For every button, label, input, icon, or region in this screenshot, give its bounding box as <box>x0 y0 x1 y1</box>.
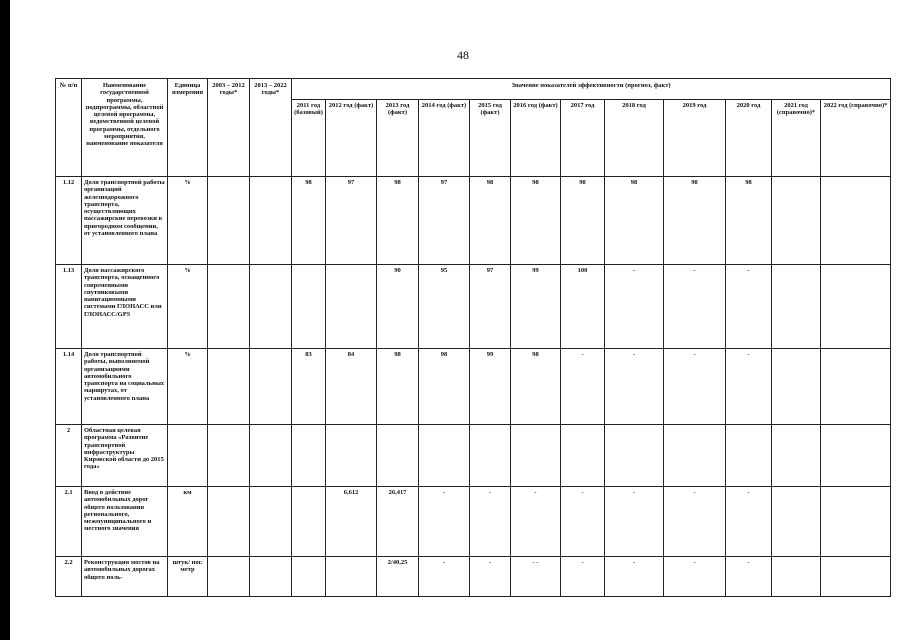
value-cell: 98 <box>664 177 726 265</box>
year-header: 2022 год (справочно)* <box>821 100 891 177</box>
year-header: 2019 год <box>664 100 726 177</box>
value-cell <box>821 177 891 265</box>
value-cell <box>772 177 821 265</box>
year-header: 2011 год (базовый) <box>292 100 326 177</box>
row-2013-2022-cell <box>250 557 292 597</box>
value-cell <box>419 425 470 487</box>
value-cell: - <box>419 557 470 597</box>
year-header: 2018 год <box>605 100 664 177</box>
value-cell <box>377 425 419 487</box>
value-cell <box>821 265 891 349</box>
row-name-cell: Доля транспортной работы, выполняемой организациями автомобильного транспорта на социальных маршрутах, от установленного плана <box>82 349 168 425</box>
year-header: 2020 год <box>726 100 772 177</box>
value-cell <box>326 425 377 487</box>
value-cell: 26,417 <box>377 487 419 557</box>
value-cell: 100 <box>561 265 605 349</box>
col-2013-2022-header: 2013 – 2022 годы* <box>250 79 292 177</box>
row-2003-2012-cell <box>208 349 250 425</box>
value-cell <box>821 349 891 425</box>
value-cell: 99 <box>511 265 561 349</box>
row-number-cell: 2.2 <box>56 557 82 597</box>
value-cell: 98 <box>292 177 326 265</box>
year-header: 2012 год (факт) <box>326 100 377 177</box>
value-cell: - - <box>511 557 561 597</box>
value-cell: 84 <box>326 349 377 425</box>
value-cell <box>772 557 821 597</box>
value-cell: - <box>511 487 561 557</box>
col-name-header: Наименование государственной программы, подпрограммы, областной целевой программы, ведомственной целевой программы, отдельного мероприятия, наименование показателя <box>82 79 168 177</box>
indicators-table <box>55 78 891 597</box>
value-cell: 98 <box>377 177 419 265</box>
year-header: 2013 год (факт) <box>377 100 419 177</box>
value-cell: 6,612 <box>326 487 377 557</box>
value-cell: - <box>664 557 726 597</box>
row-2013-2022-cell <box>250 349 292 425</box>
value-cell <box>470 425 511 487</box>
value-cell: - <box>605 557 664 597</box>
value-cell <box>772 425 821 487</box>
row-2013-2022-cell <box>250 425 292 487</box>
value-cell: - <box>605 487 664 557</box>
row-name-cell: Областная целевая программа «Развитие транспортной инфраструктуры Кировской области до 2015 года» <box>82 425 168 487</box>
value-cell <box>292 425 326 487</box>
year-header: 2017 год <box>561 100 605 177</box>
value-cell <box>821 557 891 597</box>
value-cell: 83 <box>292 349 326 425</box>
value-cell: - <box>664 265 726 349</box>
group-header: Значение показателей эффективности (прогноз, факт) <box>292 79 891 100</box>
value-cell: - <box>726 487 772 557</box>
value-cell <box>326 557 377 597</box>
row-2013-2022-cell <box>250 265 292 349</box>
value-cell <box>726 425 772 487</box>
value-cell <box>664 425 726 487</box>
value-cell: 90 <box>377 265 419 349</box>
row-2013-2022-cell <box>250 487 292 557</box>
value-cell: 98 <box>726 177 772 265</box>
value-cell <box>821 487 891 557</box>
row-name-cell: Реконструкция мостов на автомобильных дорогах общего поль- <box>82 557 168 597</box>
value-cell: - <box>664 487 726 557</box>
value-cell: 98 <box>561 177 605 265</box>
value-cell: 98 <box>377 349 419 425</box>
year-header: 2014 год (факт) <box>419 100 470 177</box>
row-name-cell: Доля пассажирского транспорта, оснащенного современными спутниковыми навигационными системами ГЛОНАСС или ГЛОНАСС/GPS <box>82 265 168 349</box>
table-row <box>56 557 891 597</box>
col-unit-header: Единица измерения <box>168 79 208 177</box>
table-row <box>56 177 891 265</box>
page-number: 48 <box>457 48 469 62</box>
value-cell: - <box>561 557 605 597</box>
col-2003-2012-header: 2003 – 2012 годы* <box>208 79 250 177</box>
row-number-cell: 1.12 <box>56 177 82 265</box>
row-number-cell: 1.13 <box>56 265 82 349</box>
value-cell: - <box>419 487 470 557</box>
value-cell: 98 <box>511 349 561 425</box>
value-cell <box>772 349 821 425</box>
row-2003-2012-cell <box>208 487 250 557</box>
row-number-cell: 1.14 <box>56 349 82 425</box>
value-cell <box>292 265 326 349</box>
row-2003-2012-cell <box>208 425 250 487</box>
table-row <box>56 425 891 487</box>
value-cell <box>292 487 326 557</box>
row-unit-cell: % <box>168 265 208 349</box>
value-cell <box>561 425 605 487</box>
row-2013-2022-cell <box>250 177 292 265</box>
value-cell <box>772 487 821 557</box>
value-cell: - <box>726 349 772 425</box>
value-cell: - <box>470 487 511 557</box>
value-cell: - <box>470 557 511 597</box>
row-2003-2012-cell <box>208 557 250 597</box>
value-cell: - <box>605 265 664 349</box>
value-cell: - <box>605 349 664 425</box>
value-cell <box>821 425 891 487</box>
value-cell: 95 <box>419 265 470 349</box>
left-edge-bar <box>0 0 10 640</box>
year-header: 2021 год (справочно)* <box>772 100 821 177</box>
row-unit-cell: км <box>168 487 208 557</box>
row-2003-2012-cell <box>208 177 250 265</box>
value-cell: - <box>561 487 605 557</box>
table-row <box>56 349 891 425</box>
row-unit-cell: % <box>168 177 208 265</box>
value-cell: 97 <box>470 265 511 349</box>
row-2003-2012-cell <box>208 265 250 349</box>
row-name-cell: Ввод в действие автомобильных дорог общего пользования регионального, межмуниципального и местного значения <box>82 487 168 557</box>
row-number-cell: 2.1 <box>56 487 82 557</box>
row-unit-cell: % <box>168 349 208 425</box>
value-cell <box>326 265 377 349</box>
value-cell: - <box>561 349 605 425</box>
value-cell <box>292 557 326 597</box>
table-row <box>56 487 891 557</box>
row-name-cell: Доля транспортной работы организаций железнодорожного транспорта, осуществляющих пассажирские перевозки в пригородном сообщении, от установленного плана <box>82 177 168 265</box>
year-header: 2016 год (факт) <box>511 100 561 177</box>
value-cell: 97 <box>419 177 470 265</box>
col-no-header: № п/п <box>56 79 82 177</box>
year-header: 2015 год (факт) <box>470 100 511 177</box>
value-cell: 98 <box>511 177 561 265</box>
value-cell <box>511 425 561 487</box>
row-unit-cell: штук/ пог. метр <box>168 557 208 597</box>
table-row <box>56 265 891 349</box>
value-cell: 97 <box>326 177 377 265</box>
value-cell: - <box>664 349 726 425</box>
value-cell <box>605 425 664 487</box>
value-cell <box>772 265 821 349</box>
value-cell: 98 <box>470 177 511 265</box>
value-cell: 98 <box>419 349 470 425</box>
row-unit-cell <box>168 425 208 487</box>
value-cell: - <box>726 265 772 349</box>
value-cell: - <box>726 557 772 597</box>
value-cell: 2/40,25 <box>377 557 419 597</box>
value-cell: 99 <box>470 349 511 425</box>
row-number-cell: 2 <box>56 425 82 487</box>
value-cell: 98 <box>605 177 664 265</box>
